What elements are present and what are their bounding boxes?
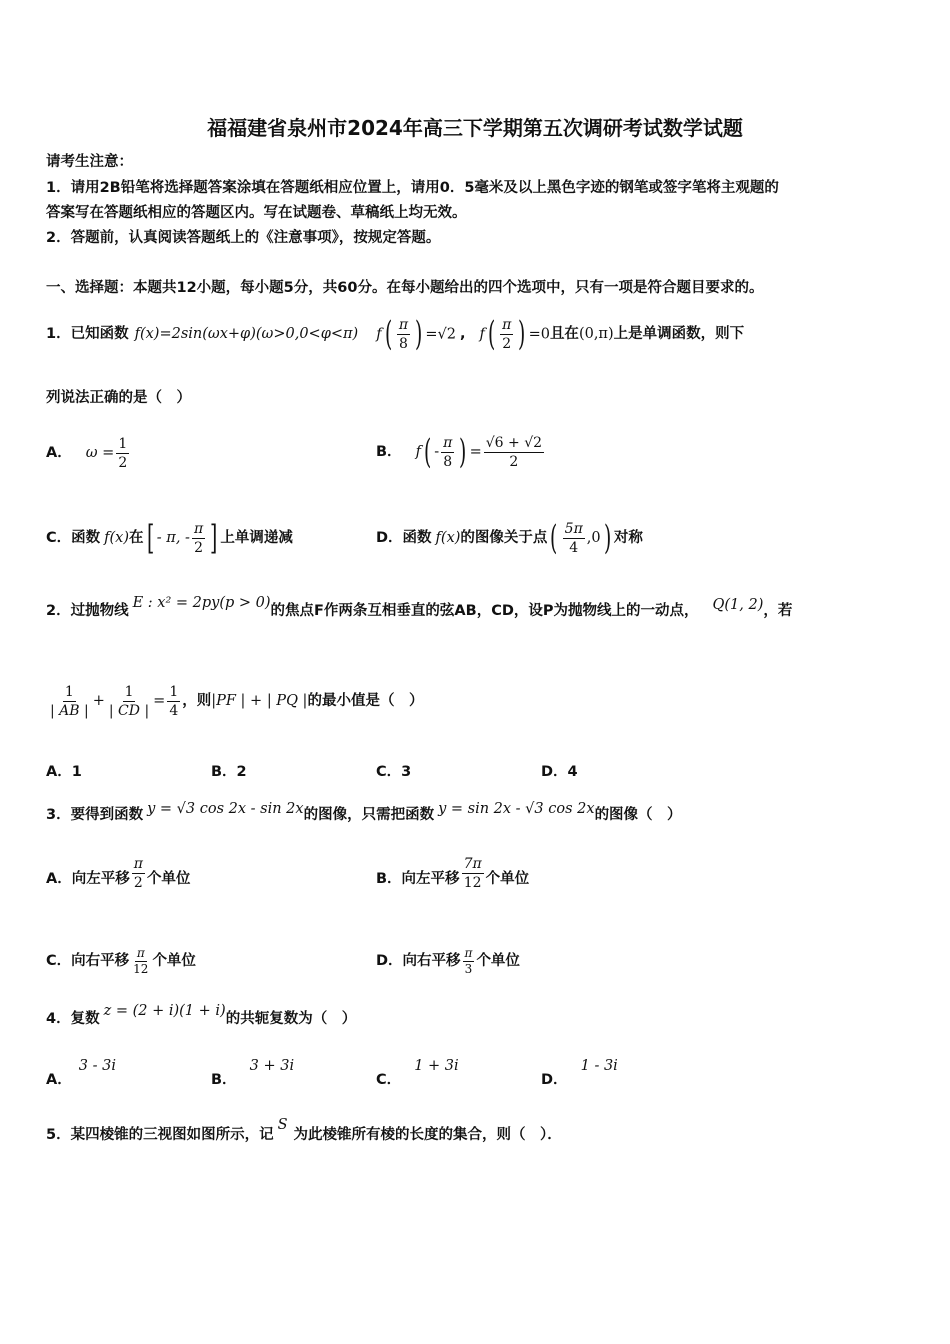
q1-prefix: 1．已知函数 (46, 326, 129, 342)
q1-option-d: D．函数 f(x) 的图像关于点 ( $\frac{5\pi}{4}$ ,0 ) 对称 (376, 518, 643, 558)
q2-option-b: B．2 (211, 764, 247, 780)
notice-line-1: 1．请用2B铅笔将选择题答案涂填在答题纸相应位置上，请用0．5毫米及以上黑色字迹的钢笔或签字笔将主观题的 (46, 180, 779, 196)
notice-line-2: 答案写在答题纸相应的答题区内。写在试题卷、草稿纸上均无效。 (46, 205, 467, 221)
q4-option-c: C． 1 + 3i (376, 1058, 459, 1088)
q1-option-c: C．函数 f(x) 在 [ - π, - $\frac{\pi}{2}$ ] 上单调递减 (46, 518, 293, 558)
notice-heading: 请考生注意： (46, 154, 133, 170)
question-3-stem: 3．要得到函数 y = √3 cos 2x - sin 2x 的图像，只需把函数 y = sin 2x - √3 cos 2x 的图像（ ） (46, 801, 682, 823)
q1-interval: (0,π) (578, 326, 614, 342)
section-heading: 一、选择题：本题共12小题，每小题5分，共60分。在每小题给出的四个选项中，只有一项是符合题目要求的。 (46, 280, 764, 296)
question-1-stem-cont: 列说法正确的是（ ） (46, 390, 191, 406)
q2-option-c: C．3 (376, 764, 412, 780)
question-4-stem: 4．复数 z = (2 + i)(1 + i) 的共轭复数为（ ） (46, 1003, 357, 1027)
q3-option-c: C．向右平移 $\frac{\pi}{12}$ 个单位 (46, 945, 196, 976)
q3-option-b: B．向左平移 $\frac{7\pi}{12}$ 个单位 (376, 855, 530, 891)
q1-condition-1: f( $\frac{\pi}{8}$ ) =√2 (376, 314, 456, 354)
page-title: 福福建省泉州市2024年高三下学期第五次调研考试数学试题 (207, 116, 743, 140)
question-2-stem-cont: $\frac{1}{| AB |}$ + $\frac{1}{| CD |}$ = $\frac{1}{4}$ ，则 |PF | + | PQ | 的最小值是（ ） (50, 683, 424, 719)
q3-option-d: D．向右平移 $\frac{\pi}{3}$ 个单位 (376, 945, 520, 976)
question-2-stem: 2．过抛物线 E : x² = 2py(p > 0) 的焦点F作两条互相垂直的弦AB，CD，设P为抛物线上的一动点， Q(1, 2) ，若 (46, 595, 793, 619)
question-5-stem: 5．某四棱锥的三视图如图所示，记 S 为此棱锥所有棱的长度的集合，则（ ）． (46, 1117, 562, 1143)
question-1-stem: 1．已知函数 f(x)=2sin(ωx+φ)(ω>0,0<φ<π) f( $\frac{\pi}{8}$ ) =√2 , f( $\frac{\pi}{2}$ ) =0 且在 (0,π) 上是单调函数，则下 (46, 314, 745, 354)
q4-option-a: A． 3 - 3i (46, 1058, 117, 1088)
q2-option-d: D．4 (541, 764, 578, 780)
q1-option-a: A． ω = $\frac{1}{2}$ (46, 435, 128, 471)
q1-suffix: 上是单调函数，则下 (613, 326, 745, 342)
q4-option-d: D． 1 - 3i (541, 1058, 618, 1088)
q1-condition-2: f( $\frac{\pi}{2}$ ) =0 (479, 314, 550, 354)
q4-option-b: B． 3 + 3i (211, 1058, 295, 1088)
q1-option-b: B． f ( - $\frac{\pi}{8}$ ) = $\frac{√6 + √2}{2}$ (376, 432, 543, 472)
q3-option-a: A．向左平移 $\frac{\pi}{2}$ 个单位 (46, 855, 191, 891)
notice-line-3: 2．答题前，认真阅读答题纸上的《注意事项》，按规定答题。 (46, 230, 441, 246)
q2-option-a: A．1 (46, 764, 82, 780)
q1-function: f(x)=2sin(ωx+φ)(ω>0,0<φ<π) (134, 326, 359, 342)
q1-mid: 且在 (549, 326, 579, 342)
